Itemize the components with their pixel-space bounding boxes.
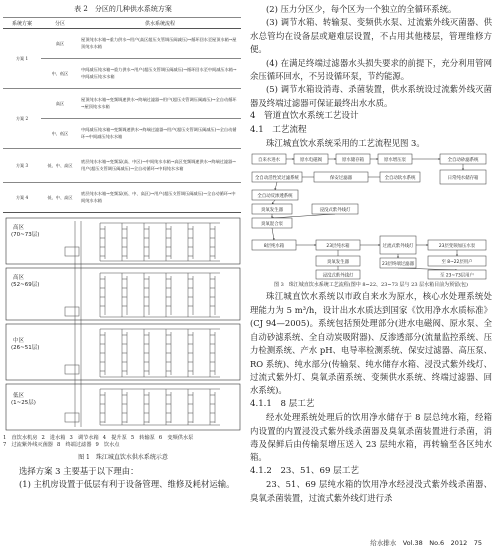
flow-arrow xyxy=(398,268,457,270)
legend-item: 8 终端过滤器 xyxy=(57,442,92,448)
flow-node-label: 过流式紫外线灯 xyxy=(382,244,414,250)
table-cell-zone: 低、中、高区 xyxy=(41,149,79,183)
table-row xyxy=(3,29,241,59)
table-cell-zone: 低、中、高区 xyxy=(41,183,79,213)
flow-node-label: 全自动活性炭过滤系统 xyxy=(255,176,299,182)
legend-item: 5 转输泵 xyxy=(130,435,155,441)
paragraph: (1) 主机房设置于低层有利于设备管理、维修及耗材运输。 xyxy=(19,479,235,490)
table-cell-plan: 方案 1 xyxy=(3,29,41,89)
flow-arrow xyxy=(275,182,277,190)
table-cell-zone: 高区 xyxy=(41,29,79,59)
water-tank xyxy=(65,307,79,316)
flow-node-label: 8层纯水箱 xyxy=(263,244,285,250)
subsection-heading: 4.1.2 23、51、69 层工艺 xyxy=(250,465,359,476)
paragraph: 选择方案 3 主要基于以下理由： xyxy=(19,466,139,476)
flow-node-label: 原水增压泵 xyxy=(384,158,406,164)
table2 xyxy=(3,17,241,213)
flow-arrow xyxy=(272,214,335,218)
flow-arrow xyxy=(272,200,275,204)
paragraph: 珠江城直饮水系统以市政自来水为原水，核心水处理系统处理能力为 5 m³/h，设计出水水质达到国家《饮用净水水质标准》(CJ 94—2005)。系统包括预处理部分(进水电磁阀、原水泵、全自动砂滤系统、全自动炭吸附器)、反渗透部分(流量监控系统、压力检测系统、产水 pH、电导率检测系统、保安过滤器、高压泵、RO 系统)、纯水部分(传输泵、纯水储存水箱、浸没式紫外线灯、过流式紫外灯、臭氧杀菌系统、变频供水系统、终端过滤器、回水系统)。 xyxy=(250,291,492,396)
flow-node-label: 保安过滤器 xyxy=(330,176,352,182)
legend-item: 3 调节水箱 xyxy=(69,435,99,441)
flow-node-label: 23层终端过滤器 xyxy=(382,262,414,268)
table-header-cell: 分区 xyxy=(41,18,79,29)
table-cell-zone: 中、低区 xyxy=(41,59,79,89)
paragraph: 23、51、69 层纯水箱的饮用净水经浸没式紫外线杀菌器、臭氧杀菌装置，过流式紫外线灯进行杀 xyxy=(250,479,492,503)
flow-node-label: 浸没式紫外线灯 xyxy=(319,208,351,214)
left-column xyxy=(3,0,243,492)
zone-label-mid: 中区(26~51层) xyxy=(11,338,40,351)
flow-node-label: 臭氧混合泵 xyxy=(261,222,283,228)
flow-node-label: 至 23~73层用户 xyxy=(440,273,474,279)
paragraph: (4) 在满足终端过滤器水头损失要求的前提下，充分利用管网余压循环回水，不另设循环泵，节约能源。 xyxy=(250,57,492,82)
flow-node-label: 至 8~22层用户 xyxy=(441,260,473,266)
legend-item: 7 过流紫外线灭菌器 xyxy=(3,442,53,448)
zone-frame xyxy=(6,324,240,380)
legend-item: 4 提升泵 xyxy=(102,435,127,441)
fig1-caption: 图 1 珠江城直饮水供水系统示意 xyxy=(78,454,168,461)
table-cell-plan: 方案 4 xyxy=(3,183,41,213)
zone-label-high1: 高区(70~73层) xyxy=(11,225,40,238)
zone-label-high2: 高区(52~69层) xyxy=(11,275,40,288)
table-header-cell: 系统方案 xyxy=(3,18,41,29)
zone-frame xyxy=(6,384,240,430)
table-row xyxy=(3,149,241,183)
table-cell-zone: 高区 xyxy=(41,89,79,119)
flow-node-label: 全自动反渗透系统 xyxy=(257,194,293,200)
paragraph: 经水处理系统处理后的饮用净水储存于 8 层总纯水箱，经箱内设置的内置浸没式紫外线杀菌器及臭氧杀菌装置进行杀菌，消毒及保鲜后由传输泵增压送入 23 层纯水箱，再转输至各区纯水箱。 xyxy=(250,412,492,463)
subsection-heading: 4.1 工艺流程 xyxy=(250,124,307,135)
flow-arrow xyxy=(272,228,274,240)
table-cell-desc: 屋顶纯水水箱→变频调速供水→终端过滤器→用户(超压支管调压阀减压)→全自动循环→屋顶纯水水箱 xyxy=(79,89,241,119)
paragraph: (3) 调节水箱、转输泵、变频供水泵、过流紫外线灭菌器、供水总管均在设备层或避难层设置，不占用其他楼层，管理维修方便。 xyxy=(250,17,492,55)
flow-node-label: 臭氧发生器 xyxy=(261,208,283,214)
legend-item: 1 直饮水机房 xyxy=(3,435,38,441)
flow-nodes xyxy=(252,154,486,279)
water-tank xyxy=(65,247,79,256)
table-row xyxy=(3,183,241,213)
water-tank xyxy=(65,413,79,422)
flow-node-label: 臭氧发生器 xyxy=(327,260,349,266)
water-tank xyxy=(65,365,79,374)
paragraph: (5) 调节水箱设消毒、杀菌装置，供水系统设过流紫外线灭菌器及终端过滤器可保证最终出水水质。 xyxy=(250,84,492,108)
legend-item: 2 进水箱 xyxy=(41,435,66,441)
table-cell-desc: 中间减压纯水箱→变频调速供水→终端过滤器→用户(超压支管调压阀减压)→全自动循环→中间减压纯水水箱 xyxy=(79,119,241,149)
zone-frame xyxy=(6,268,240,320)
subsection-heading: 4.1.1 8 层工艺 xyxy=(250,398,315,409)
table-cell-desc: 中间减压纯水箱→重力供水→用户(超压支管调压阀减压)→循环回水至中间减压水箱→中间减压纯水水箱 xyxy=(79,59,241,89)
table-row xyxy=(3,89,241,119)
fig1-riser-diagram xyxy=(5,217,241,431)
table-cell-plan: 方案 2 xyxy=(3,89,41,149)
flow-node-label: 原水储存箱 xyxy=(342,158,364,164)
flow-node-label: 全自动砂滤系统 xyxy=(447,158,479,164)
flow-node-label: 23层变频加压水泵 xyxy=(438,244,476,250)
flow-node-label: 原水电磁阀 xyxy=(300,158,322,164)
legend-item: 6 变频供水泵 xyxy=(158,435,194,441)
right-column xyxy=(250,0,492,505)
paragraph: 珠江城直饮水系统采用的工艺流程见图 3。 xyxy=(266,138,425,149)
paragraph: (2) 压力分区少，每个区为一个独立的全循环系统。 xyxy=(266,4,457,14)
flow-node-label: 自来水进水 xyxy=(258,158,280,164)
fig3-caption: 图 3 珠江城直饮水系统工艺流程(图中 8~22、23~73 层与 23 层水箱目前为预留(包) xyxy=(274,282,468,289)
page-footer: 给水排水 Vol.38 No.6 2012 75 xyxy=(370,539,482,547)
table-cell-desc: 底层纯水水箱→变频泵(低、中、高区)→用户(超压支管调压阀减压)→全自动循环→中间纯水水箱 xyxy=(79,183,241,213)
table2-caption: 表 2 分区的几种供水系统方案 xyxy=(74,5,172,13)
table-cell-desc: 屋顶纯水水箱→重力供水→用户(高区超压支管调压阀减压)→循环回水至屋顶水箱→屋顶纯水水箱 xyxy=(79,29,241,59)
flow-node-label: 全自动软水系统 xyxy=(384,176,416,182)
table-header-cell: 供水系统流程 xyxy=(79,18,241,29)
zone-label-low: 低区(1~25层) xyxy=(11,393,36,406)
table-cell-desc: 底层纯水水箱→变频泵(高、中区)→中间纯水水箱→高区变频调速供水→终端过滤器→用户(超压支管调压阀减压)→全自动循环→中间纯水水箱 xyxy=(79,149,241,183)
flow-node-label: 23层纯水箱 xyxy=(326,244,350,250)
table-cell-plan: 方案 3 xyxy=(3,149,41,183)
section-heading: 4 管道直饮水系统工艺设计 xyxy=(250,111,359,122)
flow-node-label: 浸没式紫外线灯 xyxy=(322,273,354,279)
fig3-process-flow xyxy=(250,152,492,280)
flow-node-label: 日常纯水储存箱 xyxy=(447,176,479,182)
fig1-legend xyxy=(3,435,243,449)
zone-frame xyxy=(6,218,240,264)
legend-item: 9 饮水点 xyxy=(95,442,120,448)
table-cell-zone: 中、低区 xyxy=(41,119,79,149)
table-header-row xyxy=(3,18,241,29)
zone-frames xyxy=(6,218,240,430)
